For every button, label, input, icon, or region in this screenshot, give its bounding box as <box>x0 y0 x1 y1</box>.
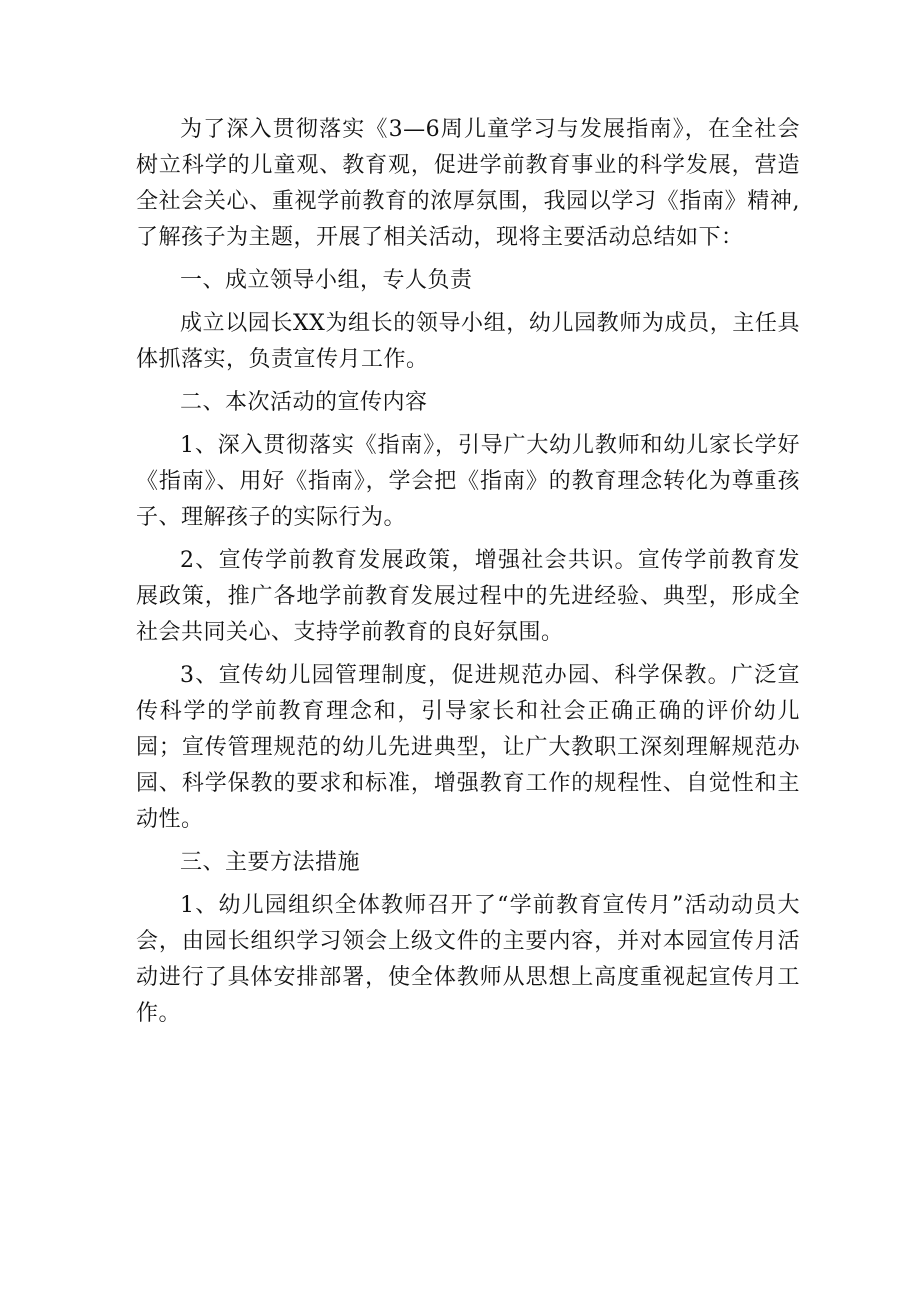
section-2-item-3: 3、宣传幼儿园管理制度，促进规范办园、科学保教。广泛宣传科学的学前教育理念和，引导家长和社会正确正确的评价幼儿园；宣传管理规范的幼儿先进典型，让广大教职工深刻理解规范办园、科学保教的要求和标准，增强教育工作的规程性、自觉性和主动性。 <box>136 663 800 832</box>
section-heading-3: 三、主要方法措施 <box>180 850 361 875</box>
section-1-paragraph: 成立以园长XX为组长的领导小组，幼儿园教师为成员，主任具体抓落实，负责宣传月工作。 <box>136 311 800 372</box>
section-3-item-1: 1、幼儿园组织全体教师召开了“学前教育宣传月”活动动员大会，由园长组织学习领会上级文件的主要内容，并对本园宣传月活动进行了具体安排部署，使全体教师从思想上高度重视起宣传月工作。 <box>136 893 800 1026</box>
document-body <box>136 112 800 1039</box>
section-heading-2: 二、本次活动的宣传内容 <box>180 390 428 415</box>
section-heading-1: 一、成立领导小组，专人负责 <box>180 268 473 293</box>
intro-paragraph: 为了深入贯彻落实《3—6周儿童学习与发展指南》，在全社会树立科学的儿童观、教育观，促进学前教育事业的科学发展，营造全社会关心、重视学前教育的浓厚氛围，我园以学习《指南》精神,了解孩子为主题，开展了相关活动，现将主要活动总结如下： <box>136 117 800 250</box>
section-2-item-1: 1、深入贯彻落实《指南》，引导广大幼儿教师和幼儿家长学好《指南》、用好《指南》，学会把《指南》的教育理念转化为尊重孩子、理解孩子的实际行为。 <box>136 433 800 530</box>
section-2-item-2: 2、宣传学前教育发展政策，增强社会共识。宣传学前教育发展政策，推广各地学前教育发展过程中的先进经验、典型，形成全社会共同关心、支持学前教育的良好氛围。 <box>136 548 800 645</box>
